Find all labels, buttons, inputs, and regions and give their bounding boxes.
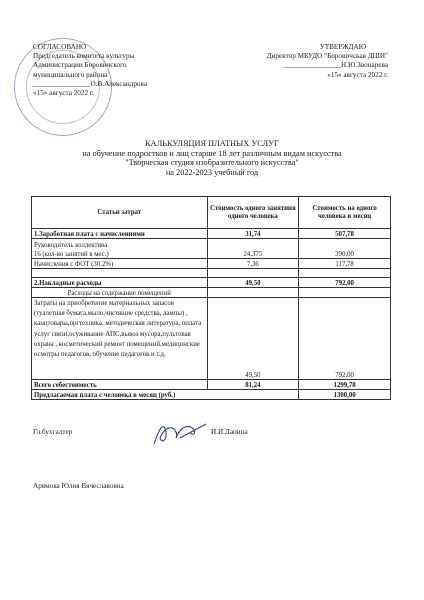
table-row xyxy=(32,249,391,259)
calculation-table xyxy=(31,196,391,400)
approval-left-line: «15» августа 2022 г. xyxy=(33,89,94,98)
row-label: 2.Накладные расходы xyxy=(32,278,208,288)
row-label: Затраты на приобретение материальных запасов (туалетная бумага,мыло,чистящие средства, лампы) , канцтовары,оргтехника, методическая литература, оплата услуг связи,осуживание АПС,вывоз мусора,пультовая охрана , косметический ремонт помещений,медицинские осмотры педагогов, обучение педагогов и т.д. xyxy=(32,298,208,380)
table-row xyxy=(32,259,391,269)
title-line-3: "Творческая студия изобразительного искусства" xyxy=(125,158,299,167)
approval-left-line: муниципального района xyxy=(33,70,108,79)
row-label: Расходы на содержание помещений xyxy=(32,288,208,298)
table-row xyxy=(32,298,391,380)
table-header-row xyxy=(32,197,391,229)
approval-left-line: ________________О.В.Александрова xyxy=(33,79,148,88)
row-value-lesson: 24,375 xyxy=(207,249,299,259)
title-line-2: на обучение подростков и лиц старше 18 лет различным видам искусства xyxy=(82,148,342,158)
table-row xyxy=(32,390,391,400)
row-value-lesson: 31,74 xyxy=(207,229,299,239)
row-label: 1.Заработная плата с начислениями xyxy=(32,229,208,239)
row-value-month: 1299,78 xyxy=(299,380,391,390)
row-value-month: 390,00 xyxy=(299,249,391,259)
row-value-month: 1300,00 xyxy=(299,390,391,400)
header-cost-items: Статьи затрат xyxy=(32,197,208,229)
accountant-role: Гл.бухгалтер xyxy=(33,428,73,436)
approval-right-line: «15» августа 2022 г. xyxy=(327,70,388,79)
approval-left-line: Администрации Боровичского xyxy=(33,61,127,70)
row-value-lesson xyxy=(207,288,299,298)
table-row xyxy=(32,288,391,298)
approval-left-line: Председатель комитета культуры xyxy=(33,52,135,61)
table-row xyxy=(32,229,391,239)
row-value-lesson: 49,50 xyxy=(207,278,299,288)
table-spacer-row xyxy=(32,269,391,278)
row-value-lesson: 7,36 xyxy=(207,259,299,269)
row-value-month: 792,00 xyxy=(299,278,391,288)
row-value-month: 117,78 xyxy=(299,259,391,269)
row-value-lesson: 49,50 xyxy=(207,298,299,380)
row-label: Предлагаемая плата с человека в месяц (руб.) xyxy=(32,390,299,400)
approval-left-heading: СОГЛАСОВАНО xyxy=(33,43,87,51)
title-line-1: КАЛЬКУЛЯЦИЯ ПЛАТНЫХ УСЛУГ xyxy=(145,139,279,148)
approval-right-line: ________________Н.Ю.Звонарева xyxy=(283,61,388,70)
title-line-4: на 2022-2023 учебный год xyxy=(165,167,259,177)
executor-name: Арямова Юлия Вячеславовна xyxy=(33,482,124,490)
approval-right-heading: УТВЕРЖДАЮ xyxy=(319,43,366,51)
header-cost-per-month: Стоимость на одного человека в месяц xyxy=(299,197,391,229)
accountant-name: И.И.Лапина xyxy=(211,428,248,436)
table-row xyxy=(32,278,391,288)
document-title xyxy=(40,139,384,177)
approval-right-line: Директор МБУДО "Боровичская ДШИ" xyxy=(266,52,388,61)
signature-icon xyxy=(150,418,210,448)
approval-left-block xyxy=(33,43,183,98)
row-label: Начисления с ФОТ (30.2%) xyxy=(32,259,208,269)
row-label: Всего себестоимость xyxy=(32,380,208,390)
approval-right-block xyxy=(218,43,388,80)
table-row xyxy=(32,380,391,390)
row-label: Руководитель коллектива xyxy=(32,239,208,249)
row-value-month: 792,00 xyxy=(299,298,391,380)
row-value-month xyxy=(299,288,391,298)
row-value-month: 507,78 xyxy=(299,229,391,239)
header-cost-per-lesson: Стоимость одного занятиня одного человека xyxy=(207,197,299,229)
row-value-lesson: 81,24 xyxy=(207,380,299,390)
row-label: 16 (кол-во занятий в мес.) xyxy=(32,249,208,259)
table-row xyxy=(32,239,391,249)
row-value-month xyxy=(299,239,391,249)
row-value-lesson xyxy=(207,239,299,249)
